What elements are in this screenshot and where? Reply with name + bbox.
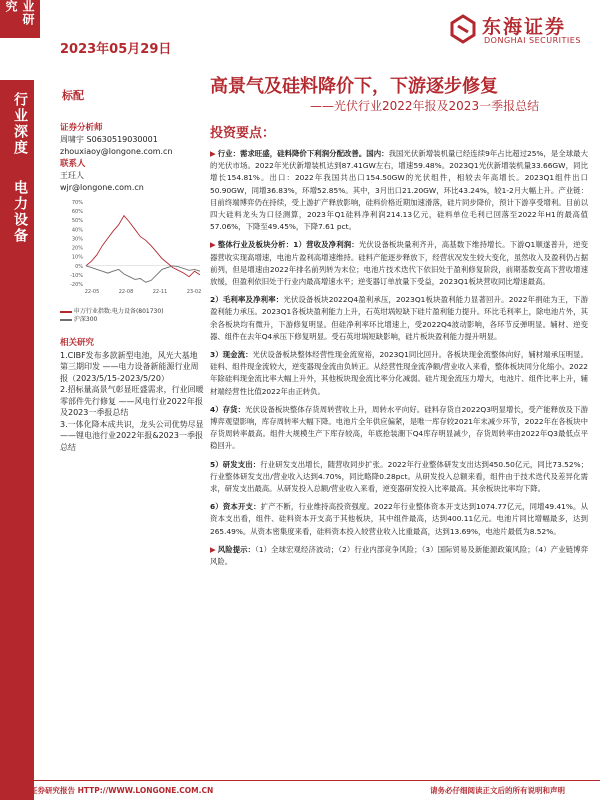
report-title: 高景气及硅料降价下，下游逐步修复 [210,76,498,97]
paragraph-text: （1）全球宏观经济波动；（2）行业内部竞争风险；（3）国际贸易及新能源政策风险；（4）产业链博弈风险。 [210,544,588,567]
contact-name: 王玨人 [60,171,84,180]
related-item-1[interactable]: 1.CIBF发布多款新型电池，风光大基地第三期印发 ——电力设备新能源行业周报（2023/5/15-2023/5/20） [60,350,199,383]
analyst-info [60,122,205,194]
bullet-icon: ▶ [210,149,216,158]
key-point-paragraph [210,148,588,233]
contact-section-title: 联系人 [60,159,86,169]
paragraph-text: 扩产不断，行业维持高投资强度。2022年行业整体资本开支达到1074.77亿元，同增49.41%。从资本支出看，组件、硅料资本开支高于其他板块，其中组件最高，达到400.11亿元。电池片同比增幅最多，达到265.49%。从资本密集度来看，硅料资本投入较营业收入比重最高，达到13.69%，电池片最低为8.52%。 [210,502,588,536]
left-vertical-band [0,80,34,800]
x-tick-labels [85,289,202,295]
y-tick-label: -10% [70,272,83,279]
paragraph-heading: 整体行业及板块分析：1）营收及净利润： [217,240,359,250]
paragraph-heading: 5）研发支出： [210,459,261,469]
related-item-3[interactable]: 3.一体化降本成共识，龙头公司优势尽显——锂电池行业2022年报&2023一季报总结 [60,419,204,452]
paragraph-heading: 2）毛利率及净利率： [210,295,284,305]
y-tick-label: 30% [71,236,83,243]
key-point-paragraph [210,349,588,398]
y-tick-label: 40% [71,227,83,234]
y-tick-label: 60% [71,209,83,216]
footer-left[interactable]: 证券研究报告 HTTP://WWW.LONGONE.COM.CN [30,786,214,795]
footer-divider [0,780,600,781]
paragraph-text: 光伏设备板块整体经营性现金流宽裕，2023Q1同比回升。各板块现金流整体向好，辅材端承压明显。硅料、组件现金流较大，逆变器现金流由负转正。从经营性现金流净额/营业收入来看，整体板块同分化缩小。2022年除硅料现金流比率大幅上升外，其他板块现金流比率分化减弱。硅片现金流压力增大，电池片、组件比率上升，辅材端经营性比值2022年由正转负。 [210,350,588,396]
series-line-hs300 [86,266,200,282]
paragraph-text: 光伏设备板块2022Q4盈利承压，2023Q1板块盈利能力显著回升。2022年捐硅为王，下游盈利能力承压。2023Q1各板块盈利能力上升，石英坩埚短缺下硅片盈利能力提升。环比毛利率上，除电池片外，其余各板块均有微升，下游修复明显。但硅净利率环比增速上，受2022Q4波动影响，各环节反弹明显。辅材、逆变器、组件在去年Q4承压下修复明显。受石英坩埚短缺影响，硅片板块盈利能力提升明显。 [210,295,588,341]
paragraph-heading: 3）现金流： [210,350,253,360]
key-point-paragraph [210,544,588,568]
related-title: 相关研究 [60,338,95,348]
x-tick-label: 22-05 [84,289,100,295]
key-point-paragraph [210,501,588,538]
bullet-icon: ▶ [210,240,216,250]
key-point-paragraph [210,459,588,496]
bullet-icon: ▶ [210,544,216,554]
series-line-sector [86,216,200,277]
chart-legend [60,308,164,324]
footer-right: 请务必仔细阅读正文后的所有说明和声明 [430,786,565,795]
contact-email[interactable]: wjr@longone.com.cn [60,183,144,192]
paragraph-text: 行业研发支出增长，随营收同步扩张。2022年行业整体研发支出达到450.50亿元，同比73.52%；行业整体研发支出/营业收入达到4.70%，同比略降0.28pct。从研发投入总额来看，组件由于技术迭代及差异化需求，研发支出最高。从研发投入总额/营业收入来看，逆变器研发投入比率最高。其余板块比率均下降。 [210,459,588,494]
analyst-section-title: 证券分析师 [60,123,103,133]
analyst-email[interactable]: zhouxiaoy@longone.com.cn [60,147,173,156]
sector-label: 电力设备 [12,180,28,244]
logo-chinese-name: 东海证券 [482,16,567,38]
related-item-2[interactable]: 2.招标量高景气彰显旺盛需求，行业回暖零部件先行修复 ——风电行业2022年报及2023一季报总结 [60,385,204,417]
key-point-paragraph [210,239,588,288]
y-tick-label: 10% [71,254,83,261]
paragraph-text: 我国光伏新增装机量已经连续9年占比超过25%，是全球最大的光伏市场。2022年光伏新增装机达到87.41GW左右，增速59.48%。2023Q1光伏新增装机量33.66GW，同比增长154.81%。出口：2022年我国共出口154.50GW的光伏组件，相较去年高增长。2023Q1组件出口50.90GW，同增36.83%，环增52.85%。其中，3月出口21.20GW，环比43.24%，较1-2月大幅上升。产业链：目前终端博弈仍在持续，受上游扩产释放影响，硅料价格近期加速滑落，硅片同步降价，预计下游享受增利。目前以四大硅料龙头为口径测算，2023年Q1硅料净利润214.13亿元，硅料单位毛利已回落至2022年H1的最高值57.06%，下降至49.45%，下降7.61 pct。 [210,149,589,232]
rating-block [62,84,84,103]
rating-label: 标配 [62,89,84,102]
y-tick-label: -20% [70,282,83,288]
report-date: 2023年05月29日 [60,42,172,57]
x-tick-label: 22-08 [118,289,134,295]
main-body [210,148,588,574]
key-points-title: 投资要点： [210,126,276,141]
legend-item-hs300 [60,316,164,324]
industry-depth-label: 行业深度 [12,92,28,156]
y-tick-labels [70,200,200,288]
paragraph-text: 光伏设备板块整体存货周转营收上升，周转水平向好。硅料存货自2022Q3明显增长，受产能释放及下游博弈观望影响，库存周转率大幅下降。电池片全年供应偏紧，是唯一库存较2021年末减少环节，2022年在各板块中存货周转率最高。组件大规模生产下库存较高，年底抢装潮下Q4库存明显减少，存货周转率由2022年Q3最低点平稳回升。 [210,404,588,451]
analyst-name: 周啸宇 S0630519030001 [60,135,158,144]
key-point-paragraph [210,294,588,343]
x-tick-label: 22-11 [152,289,168,295]
logo-mark-icon [450,14,476,44]
logo-english-name: DONGHAI SECURITIES [484,36,581,45]
y-tick-label: 20% [71,245,83,252]
report-subtitle: ——光伏行业2022年报及2023一季报总结 [310,99,540,113]
paragraph-heading: 4）存货： [210,404,246,414]
x-tick-label: 23-02 [186,289,202,295]
legend-sector-label: 申万行业指数:电力设备(801730) [73,308,164,315]
paragraph-heading: 风险提示： [217,544,256,554]
paragraph-text: 光伏设备板块量利齐升，高基数下维持增长。下游Q1顺遂普升，逆变器营收实现高增速，电池片盈利高增速维持。硅料产能逐步释放下，经营状况发生较大变化，虽然收入及盈利仍占据前列，但是增速由2022年排名前列转为末位；电池片技术迭代下依旧处于盈利修复阶段，前期基数变高下营收增速放缓，但盈利依旧处于行业内最高增速水平；逆变器订单放量下受益，2023Q1板块营收同比增速最高。 [210,240,588,287]
legend-hs300-label: 沪深300 [73,316,98,323]
legend-item-sector [60,308,164,316]
paragraph-heading: 行业：需求旺盛，硅料降价下利润分配改善。国内： [217,149,389,158]
series-lines [86,216,200,283]
y-tick-label: 70% [71,200,83,206]
company-logo [450,12,590,50]
related-research [60,338,205,453]
y-tick-label: 0% [75,263,83,270]
key-point-paragraph [210,404,588,453]
index-chart [60,198,205,298]
report-type-tag: 业研究 [0,0,40,38]
y-tick-label: 50% [71,218,83,225]
paragraph-heading: 6）资本开支： [210,502,261,512]
